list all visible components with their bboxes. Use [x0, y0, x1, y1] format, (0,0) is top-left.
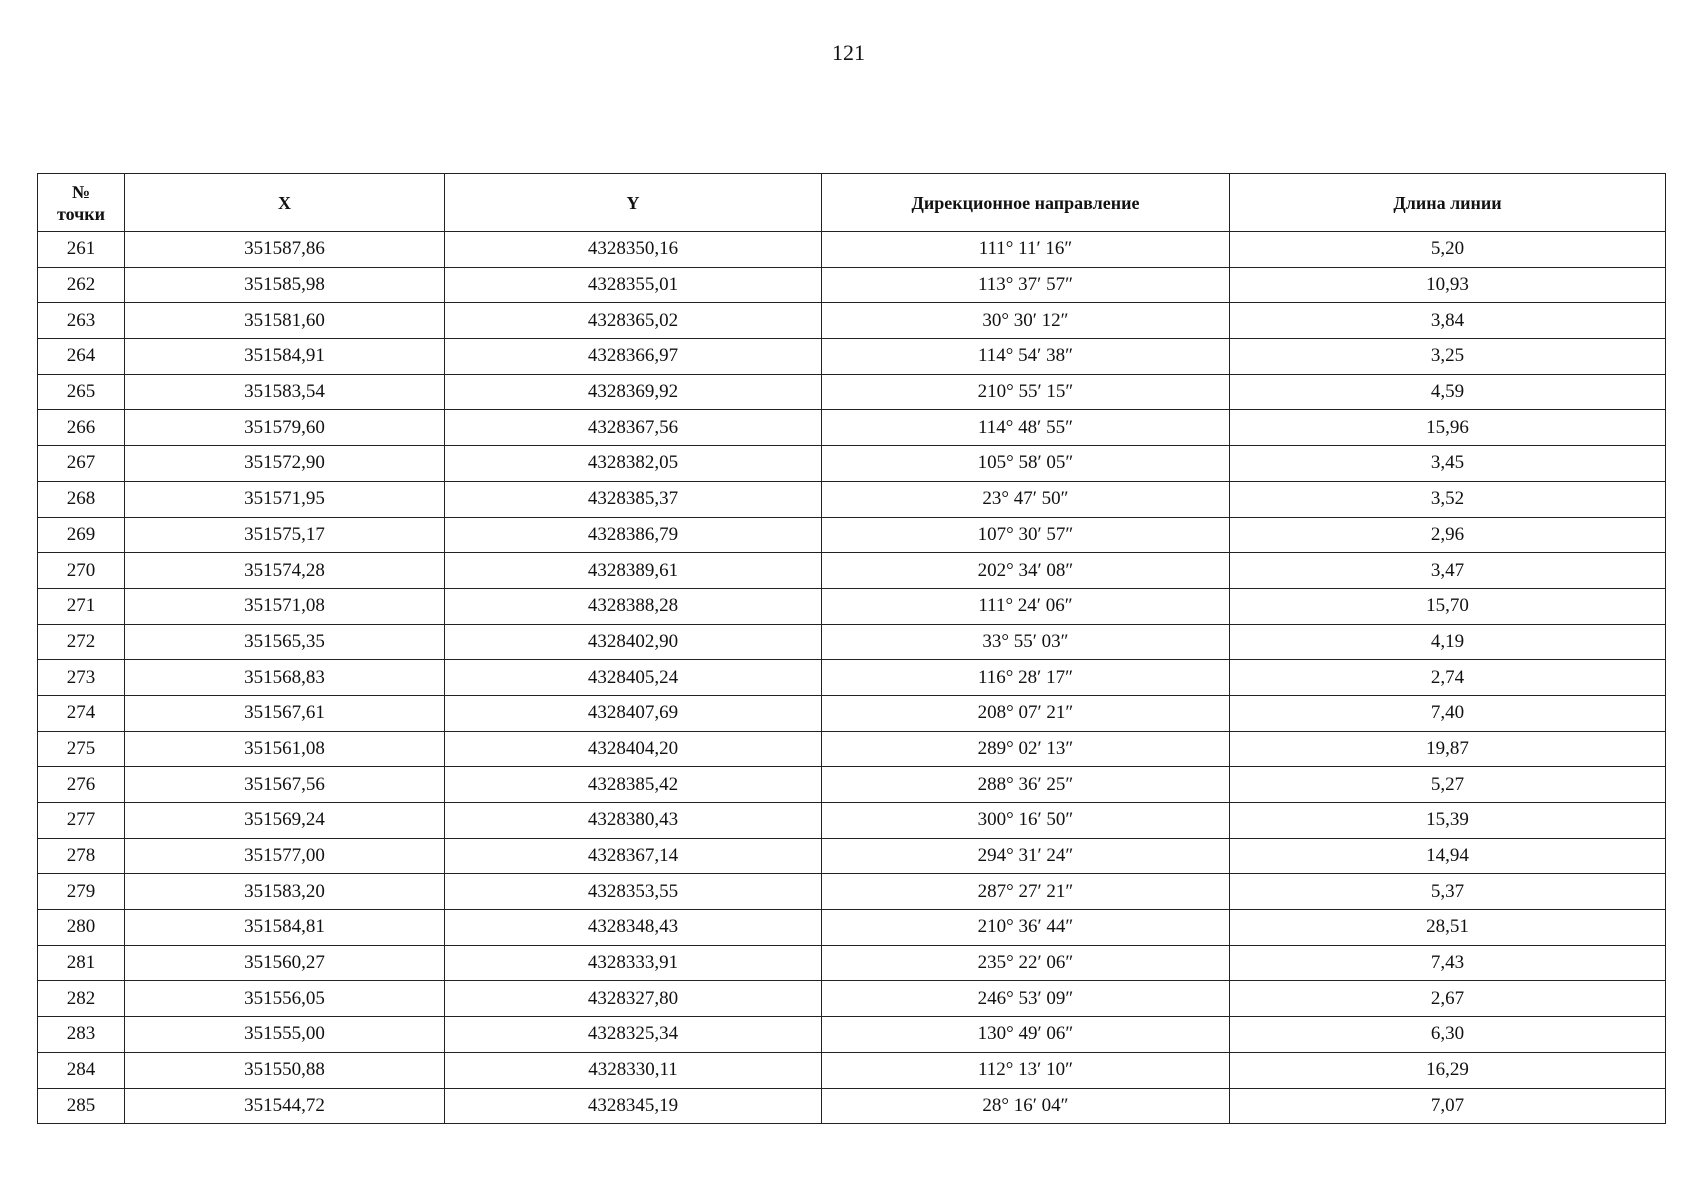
table-row	[38, 517, 1666, 553]
table-row	[38, 981, 1666, 1017]
page-number: 121	[832, 40, 865, 65]
cell-direction: 23° 47′ 50″	[822, 481, 1230, 517]
cell-direction: 294° 31′ 24″	[822, 838, 1230, 874]
cell-y: 4328345,19	[445, 1088, 822, 1124]
cell-x: 351572,90	[125, 446, 445, 482]
cell-y: 4328325,34	[445, 1017, 822, 1053]
header-point-number-label: точки	[56, 203, 106, 224]
cell-point-number: 276	[38, 767, 125, 803]
cell-length: 2,74	[1230, 660, 1666, 696]
cell-x: 351583,20	[125, 874, 445, 910]
cell-x: 351571,08	[125, 588, 445, 624]
table-row	[38, 1017, 1666, 1053]
table-row	[38, 945, 1666, 981]
cell-x: 351583,54	[125, 374, 445, 410]
cell-y: 4328366,97	[445, 339, 822, 375]
cell-direction: 111° 11′ 16″	[822, 232, 1230, 268]
cell-length: 19,87	[1230, 731, 1666, 767]
cell-length: 3,84	[1230, 303, 1666, 339]
cell-x: 351584,91	[125, 339, 445, 375]
cell-x: 351569,24	[125, 803, 445, 839]
cell-y: 4328333,91	[445, 945, 822, 981]
cell-point-number: 271	[38, 588, 125, 624]
cell-x: 351574,28	[125, 553, 445, 589]
cell-direction: 210° 36′ 44″	[822, 910, 1230, 946]
cell-length: 3,25	[1230, 339, 1666, 375]
cell-y: 4328348,43	[445, 910, 822, 946]
cell-x: 351556,05	[125, 981, 445, 1017]
cell-x: 351544,72	[125, 1088, 445, 1124]
cell-y: 4328382,05	[445, 446, 822, 482]
table-row	[38, 731, 1666, 767]
cell-x: 351579,60	[125, 410, 445, 446]
cell-length: 5,37	[1230, 874, 1666, 910]
cell-direction: 300° 16′ 50″	[822, 803, 1230, 839]
table-row	[38, 874, 1666, 910]
cell-point-number: 264	[38, 339, 125, 375]
cell-length: 3,47	[1230, 553, 1666, 589]
table-row	[38, 267, 1666, 303]
cell-length: 3,52	[1230, 481, 1666, 517]
cell-length: 15,39	[1230, 803, 1666, 839]
cell-direction: 30° 30′ 12″	[822, 303, 1230, 339]
table-row	[38, 553, 1666, 589]
cell-point-number: 279	[38, 874, 125, 910]
table-row	[38, 446, 1666, 482]
cell-point-number: 283	[38, 1017, 125, 1053]
cell-length: 3,45	[1230, 446, 1666, 482]
table-row	[38, 660, 1666, 696]
cell-y: 4328407,69	[445, 695, 822, 731]
cell-length: 28,51	[1230, 910, 1666, 946]
cell-x: 351571,95	[125, 481, 445, 517]
cell-y: 4328385,37	[445, 481, 822, 517]
cell-y: 4328367,56	[445, 410, 822, 446]
cell-point-number: 281	[38, 945, 125, 981]
header-direction: Дирекционное направление	[822, 174, 1230, 232]
cell-point-number: 274	[38, 695, 125, 731]
cell-point-number: 273	[38, 660, 125, 696]
cell-point-number: 267	[38, 446, 125, 482]
header-point-number-symbol: №	[71, 181, 91, 202]
cell-y: 4328380,43	[445, 803, 822, 839]
cell-x: 351561,08	[125, 731, 445, 767]
table-row	[38, 339, 1666, 375]
cell-direction: 246° 53′ 09″	[822, 981, 1230, 1017]
cell-point-number: 261	[38, 232, 125, 268]
cell-direction: 210° 55′ 15″	[822, 374, 1230, 410]
cell-direction: 114° 54′ 38″	[822, 339, 1230, 375]
cell-point-number: 277	[38, 803, 125, 839]
header-x: X	[125, 174, 445, 232]
cell-point-number: 282	[38, 981, 125, 1017]
cell-x: 351585,98	[125, 267, 445, 303]
cell-length: 5,20	[1230, 232, 1666, 268]
cell-direction: 116° 28′ 17″	[822, 660, 1230, 696]
table-row	[38, 1052, 1666, 1088]
table-row	[38, 624, 1666, 660]
cell-y: 4328367,14	[445, 838, 822, 874]
table-row	[38, 767, 1666, 803]
cell-direction: 112° 13′ 10″	[822, 1052, 1230, 1088]
header-length: Длина линии	[1230, 174, 1666, 232]
cell-length: 15,96	[1230, 410, 1666, 446]
cell-y: 4328402,90	[445, 624, 822, 660]
table-row	[38, 232, 1666, 268]
table-row	[38, 695, 1666, 731]
cell-x: 351565,35	[125, 624, 445, 660]
cell-direction: 113° 37′ 57″	[822, 267, 1230, 303]
cell-y: 4328369,92	[445, 374, 822, 410]
cell-direction: 208° 07′ 21″	[822, 695, 1230, 731]
cell-point-number: 278	[38, 838, 125, 874]
cell-x: 351568,83	[125, 660, 445, 696]
cell-point-number: 266	[38, 410, 125, 446]
table-row	[38, 303, 1666, 339]
table-row	[38, 588, 1666, 624]
header-y: Y	[445, 174, 822, 232]
table-row	[38, 410, 1666, 446]
cell-length: 6,30	[1230, 1017, 1666, 1053]
cell-x: 351575,17	[125, 517, 445, 553]
cell-direction: 287° 27′ 21″	[822, 874, 1230, 910]
cell-length: 4,59	[1230, 374, 1666, 410]
cell-direction: 235° 22′ 06″	[822, 945, 1230, 981]
cell-direction: 288° 36′ 25″	[822, 767, 1230, 803]
coordinates-table	[37, 173, 1666, 1124]
cell-length: 7,40	[1230, 695, 1666, 731]
cell-point-number: 280	[38, 910, 125, 946]
cell-direction: 202° 34′ 08″	[822, 553, 1230, 589]
cell-length: 4,19	[1230, 624, 1666, 660]
cell-y: 4328404,20	[445, 731, 822, 767]
cell-length: 7,07	[1230, 1088, 1666, 1124]
cell-y: 4328365,02	[445, 303, 822, 339]
cell-point-number: 272	[38, 624, 125, 660]
cell-point-number: 270	[38, 553, 125, 589]
cell-direction: 289° 02′ 13″	[822, 731, 1230, 767]
table-body	[38, 232, 1666, 1124]
cell-direction: 114° 48′ 55″	[822, 410, 1230, 446]
cell-direction: 33° 55′ 03″	[822, 624, 1230, 660]
cell-length: 16,29	[1230, 1052, 1666, 1088]
cell-x: 351581,60	[125, 303, 445, 339]
cell-direction: 111° 24′ 06″	[822, 588, 1230, 624]
table-row	[38, 910, 1666, 946]
cell-x: 351550,88	[125, 1052, 445, 1088]
cell-x: 351555,00	[125, 1017, 445, 1053]
cell-direction: 105° 58′ 05″	[822, 446, 1230, 482]
cell-direction: 107° 30′ 57″	[822, 517, 1230, 553]
cell-y: 4328386,79	[445, 517, 822, 553]
cell-x: 351567,56	[125, 767, 445, 803]
cell-y: 4328388,28	[445, 588, 822, 624]
cell-point-number: 275	[38, 731, 125, 767]
cell-point-number: 262	[38, 267, 125, 303]
cell-y: 4328350,16	[445, 232, 822, 268]
table-row	[38, 838, 1666, 874]
cell-length: 15,70	[1230, 588, 1666, 624]
cell-length: 14,94	[1230, 838, 1666, 874]
cell-point-number: 285	[38, 1088, 125, 1124]
cell-y: 4328355,01	[445, 267, 822, 303]
table-row	[38, 1088, 1666, 1124]
cell-length: 10,93	[1230, 267, 1666, 303]
cell-point-number: 284	[38, 1052, 125, 1088]
table-header-row	[38, 174, 1666, 232]
cell-y: 4328389,61	[445, 553, 822, 589]
table-row	[38, 481, 1666, 517]
cell-direction: 28° 16′ 04″	[822, 1088, 1230, 1124]
cell-y: 4328330,11	[445, 1052, 822, 1088]
cell-point-number: 268	[38, 481, 125, 517]
cell-point-number: 263	[38, 303, 125, 339]
cell-y: 4328405,24	[445, 660, 822, 696]
cell-y: 4328385,42	[445, 767, 822, 803]
cell-length: 2,96	[1230, 517, 1666, 553]
cell-y: 4328327,80	[445, 981, 822, 1017]
cell-direction: 130° 49′ 06″	[822, 1017, 1230, 1053]
cell-x: 351567,61	[125, 695, 445, 731]
cell-y: 4328353,55	[445, 874, 822, 910]
cell-x: 351577,00	[125, 838, 445, 874]
cell-x: 351560,27	[125, 945, 445, 981]
cell-length: 2,67	[1230, 981, 1666, 1017]
table-row	[38, 803, 1666, 839]
cell-point-number: 265	[38, 374, 125, 410]
table-row	[38, 374, 1666, 410]
cell-x: 351584,81	[125, 910, 445, 946]
cell-point-number: 269	[38, 517, 125, 553]
cell-x: 351587,86	[125, 232, 445, 268]
cell-length: 5,27	[1230, 767, 1666, 803]
header-point-number	[38, 174, 125, 232]
cell-length: 7,43	[1230, 945, 1666, 981]
